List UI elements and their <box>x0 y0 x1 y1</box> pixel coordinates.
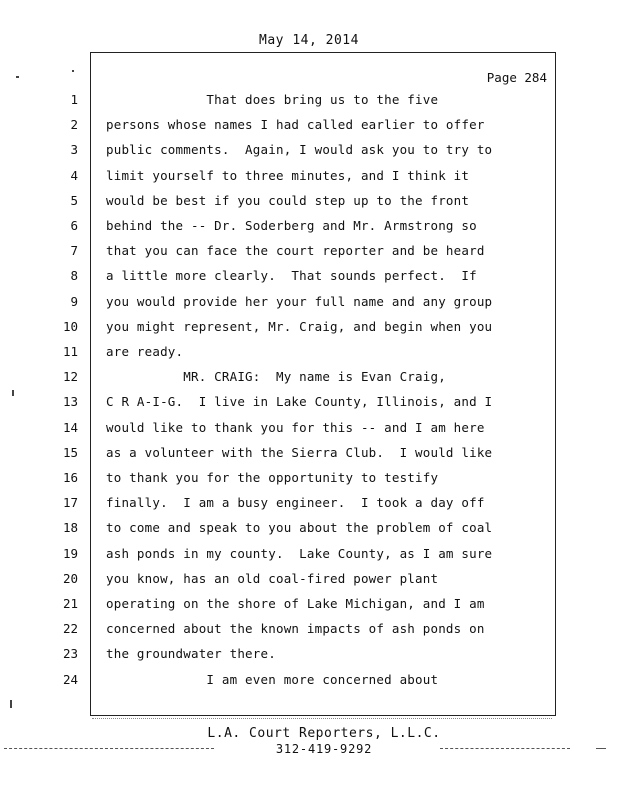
transcript-line: finally. I am a busy engineer. I took a day off <box>106 495 485 510</box>
transcript-line: That does bring us to the five <box>106 92 439 107</box>
transcript-line: concerned about the known impacts of ash ponds on <box>106 621 485 636</box>
scan-artifact-line <box>4 748 214 749</box>
scan-speck <box>10 700 12 708</box>
transcript-line: MR. CRAIG: My name is Evan Craig, <box>106 369 446 384</box>
line-number: 21 <box>62 596 78 611</box>
transcript-line: to thank you for the opportunity to testify <box>106 470 439 485</box>
transcript-line: I am even more concerned about <box>106 672 439 687</box>
footer-company: L.A. Court Reporters, L.L.C. <box>207 726 441 741</box>
line-number: 12 <box>62 369 78 384</box>
transcript-line: public comments. Again, I would ask you to try to <box>106 142 493 157</box>
line-number: 23 <box>62 646 78 661</box>
transcript-line: operating on the shore of Lake Michigan, and I am <box>106 596 485 611</box>
transcript-line: to come and speak to you about the problem of coal <box>106 520 493 535</box>
scan-artifact-line <box>92 718 552 719</box>
line-number: 18 <box>62 520 78 535</box>
transcript-line: would like to thank you for this -- and I am here <box>106 420 485 435</box>
line-number: 17 <box>62 495 78 510</box>
page-number-label: Page 284 <box>486 70 547 85</box>
line-number: 16 <box>62 470 78 485</box>
scan-artifact-line <box>596 748 606 749</box>
transcript-line: ash ponds in my county. Lake County, as I am sure <box>106 546 493 561</box>
line-number: 11 <box>62 344 78 359</box>
transcript-line: the groundwater there. <box>106 646 276 661</box>
line-number: 9 <box>70 294 78 309</box>
transcript-line: are ready. <box>106 344 184 359</box>
transcript-line: as a volunteer with the Sierra Club. I would like <box>106 445 493 460</box>
line-number: 13 <box>62 394 78 409</box>
line-number: 8 <box>70 268 78 283</box>
line-number: 20 <box>62 571 78 586</box>
transcript-line: you would provide her your full name and any group <box>106 294 493 309</box>
line-number: 15 <box>62 445 78 460</box>
line-number: 19 <box>62 546 78 561</box>
transcript-line: C R A-I-G. I live in Lake County, Illinois, and I <box>106 394 493 409</box>
scan-artifact-line <box>440 748 570 749</box>
line-number: 2 <box>70 117 78 132</box>
footer-phone: 312-419-9292 <box>275 742 373 756</box>
transcript-line: you might represent, Mr. Craig, and begin when you <box>106 319 493 334</box>
line-number: 1 <box>70 92 78 107</box>
line-number: 5 <box>70 193 78 208</box>
transcript-line: would be best if you could step up to the front <box>106 193 470 208</box>
transcript-line: you know, has an old coal-fired power plant <box>106 571 439 586</box>
line-number: 4 <box>70 168 78 183</box>
line-number: 3 <box>70 142 78 157</box>
scan-speck <box>72 70 74 72</box>
transcript-line: persons whose names I had called earlier to offer <box>106 117 485 132</box>
line-number: 7 <box>70 243 78 258</box>
transcript-line: a little more clearly. That sounds perfect. If <box>106 268 477 283</box>
line-number: 10 <box>62 319 78 334</box>
scan-speck <box>12 390 14 396</box>
line-number: 6 <box>70 218 78 233</box>
line-number: 14 <box>62 420 78 435</box>
line-number: 24 <box>62 672 78 687</box>
scan-speck <box>16 76 19 78</box>
transcript-line: behind the -- Dr. Soderberg and Mr. Armstrong so <box>106 218 477 233</box>
header-date: May 14, 2014 <box>259 33 359 48</box>
transcript-line: that you can face the court reporter and be heard <box>106 243 485 258</box>
transcript-line: limit yourself to three minutes, and I think it <box>106 168 470 183</box>
line-number: 22 <box>62 621 78 636</box>
